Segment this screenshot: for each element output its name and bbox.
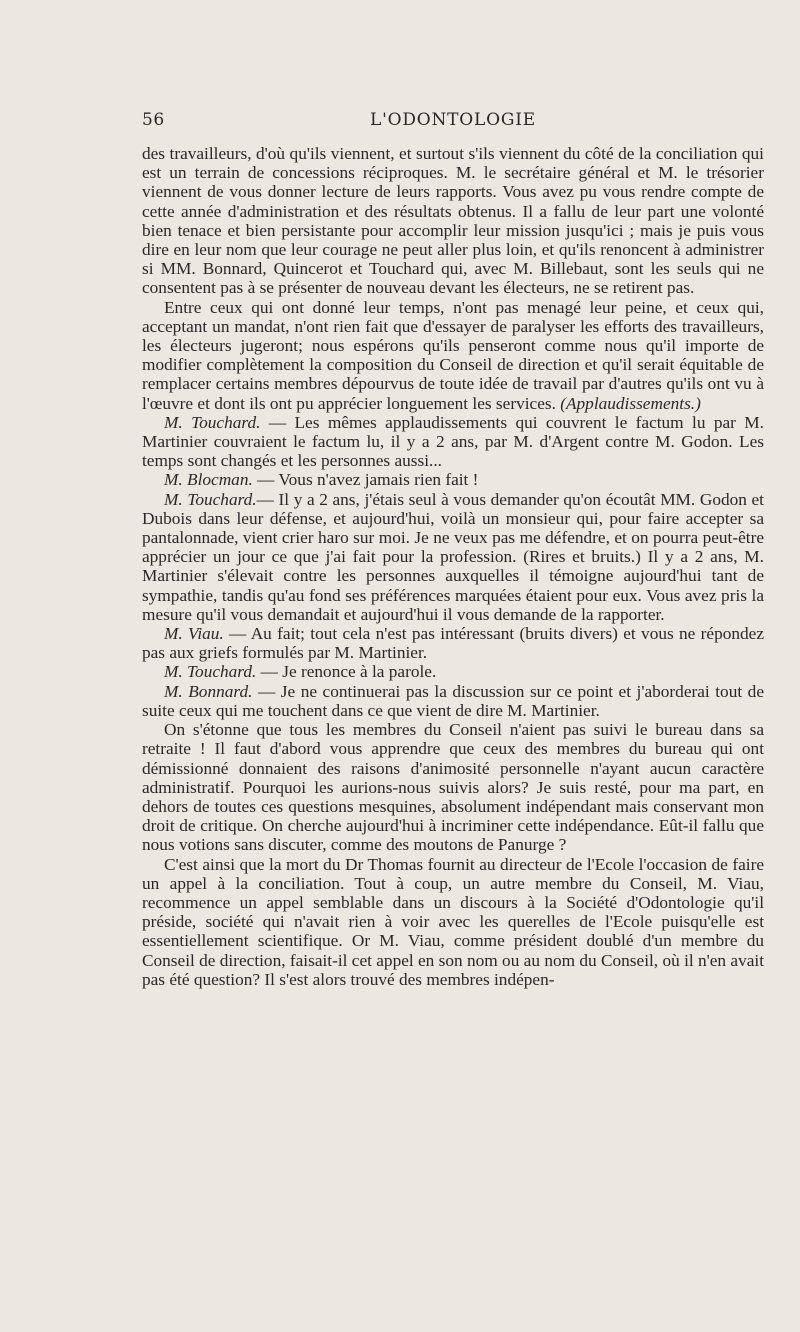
speech-viau — [142, 624, 764, 662]
speech-text: — Vous n'avez jamais rien fait ! — [252, 470, 479, 490]
speech-bonnard — [142, 682, 764, 720]
paragraph-text: On s'étonne que tous les membres du Conseil n'aient pas suivi le bureau dans sa retraite ! Il faut d'abord vous apprendre que ceux des membres du bureau qui ont démissionné donnaient des raisons d'animosité personnelle n'ayant aucun caractère administratif. Pourquoi les aurions-nous suivis alors? Je suis resté, pour ma part, en dehors de toutes ces questions mesquines, absolument indépendant mais conservant mon droit de critique. On cherche aujourd'hui à incriminer cette indépendance. Eût-il fallu que nous votions sans discuter, comme des moutons de Panurge ? — [142, 720, 764, 855]
page-number: 56 — [142, 110, 165, 130]
speaker-name: M. Touchard. — [164, 489, 257, 509]
speech-text: — Les mêmes applaudissements qui couvrent le factum lu par M. Martinier couvraient le factum lu, il y a 2 ans, par M. d'Argent contre M. Godon. Les temps sont changés et les personnes aussi... — [142, 412, 764, 471]
journal-title: L'ODONTOLOGIE — [370, 110, 536, 130]
paragraph-text: C'est ainsi que la mort du Dr Thomas fournit au directeur de l'Ecole l'occasion de faire un appel à la conciliation. Tout à coup, un autre membre du Conseil, M. Viau, recommence un appel semblable dans un discours à la Société d'Odontologie qu'il préside, société qui n'avait rien à voir avec les querelles de l'Ecole puisqu'elle est essentiellement scientifique. Or M. Viau, comme président doublé d'un membre du Conseil de direction, faisait-il cet appel en son nom ou au nom du Conseil, où il n'en avait pas été question? Il s'est alors trouvé des membres indépen- — [142, 854, 764, 989]
speaker-name: M. Viau. — [164, 624, 224, 644]
speech-blocman — [142, 470, 764, 489]
paragraph-text: des travailleurs, d'où qu'ils viennent, et surtout s'ils viennent du côté de la conciliation qui est un terrain de concessions réciproques. M. le secrétaire général et M. le trésorier viennent de vous donner lecture de leurs rapports. Vous avez pu vous rendre compte de cette année d'administration et des résultats obtenus. Il a fallu de leur part une volonté bien tenace et bien persistante pour accomplir leur mission jusqu'ici ; mais je puis vous dire en leur nom que leur courage ne peut aller plus loin, et qu'ils renoncent à administrer si MM. Bonnard, Quincerot et Touchard qui, avec M. Billebaut, sont les seuls qui ne consentent pas à se présenter de nouveau devant les électeurs, ne se retirent pas. — [142, 144, 764, 298]
speech-text: — Au fait; tout cela n'est pas intéressant (bruits divers) et vous ne répondez pas aux griefs formulés par M. Martinier. — [142, 624, 764, 663]
speaker-name: M. Bonnard. — [164, 681, 253, 701]
paragraph-text: Entre ceux qui ont donné leur temps, n'ont pas menagé leur peine, et ceux qui, acceptant un mandat, n'ont rien fait que d'essayer de paralyser les efforts des travailleurs, les électeurs jugeront; nous espérons qu'ils penseront comme nous qu'il importe de modifier complètement la composition du Conseil de direction et qu'il serait équitable de remplacer certains membres dépourvus de toute idée de travail par d'autres qu'ils ont vu à l'œuvre et dont ils ont pu apprécier longuement les services. — [142, 297, 764, 413]
speech-text: — Je renonce à la parole. — [256, 662, 437, 682]
running-head — [142, 110, 764, 132]
stage-direction: (Applaudissements.) — [560, 393, 701, 413]
speech-text: — Il y a 2 ans, j'étais seul à vous demander qu'on écoutât MM. Godon et Dubois dans leur défense, et aujourd'hui, voilà un monsieur qui, pour faire accepter sa pantalonnade, vient crier haro sur moi. Je ne veux pas me défendre, et on pourra peut-être apprécier un jour ce que j'ai fait pour la profession. (Rires et bruits.) Il y a 2 ans, M. Martinier s'élevait contre les personnes auxquelles il témoigne aujourd'hui tant de sympathie, tandis qu'au fond ses préférences marquées étaient pour eux. Vous avez pris la mesure qu'il vous demandait et aujourd'hui il vous demande de la rapporter. — [142, 489, 764, 624]
body-text — [142, 144, 764, 989]
speaker-name: M. Touchard. — [164, 412, 261, 432]
speech-touchard-3 — [142, 662, 764, 681]
speech-text: — Je ne continuerai pas la discussion sur ce point et j'aborderai tout de suite ceux qui me touchent dans ce que vient de dire M. Martinier. — [142, 681, 764, 720]
speech-touchard-1 — [142, 413, 764, 471]
paragraph-9 — [142, 720, 764, 854]
speaker-name: M. Touchard. — [164, 662, 257, 682]
paragraph-10 — [142, 855, 764, 989]
speaker-name: M. Blocman. — [164, 470, 253, 490]
paragraph-1 — [142, 144, 764, 298]
paragraph-2 — [142, 298, 764, 413]
speech-touchard-2 — [142, 490, 764, 624]
